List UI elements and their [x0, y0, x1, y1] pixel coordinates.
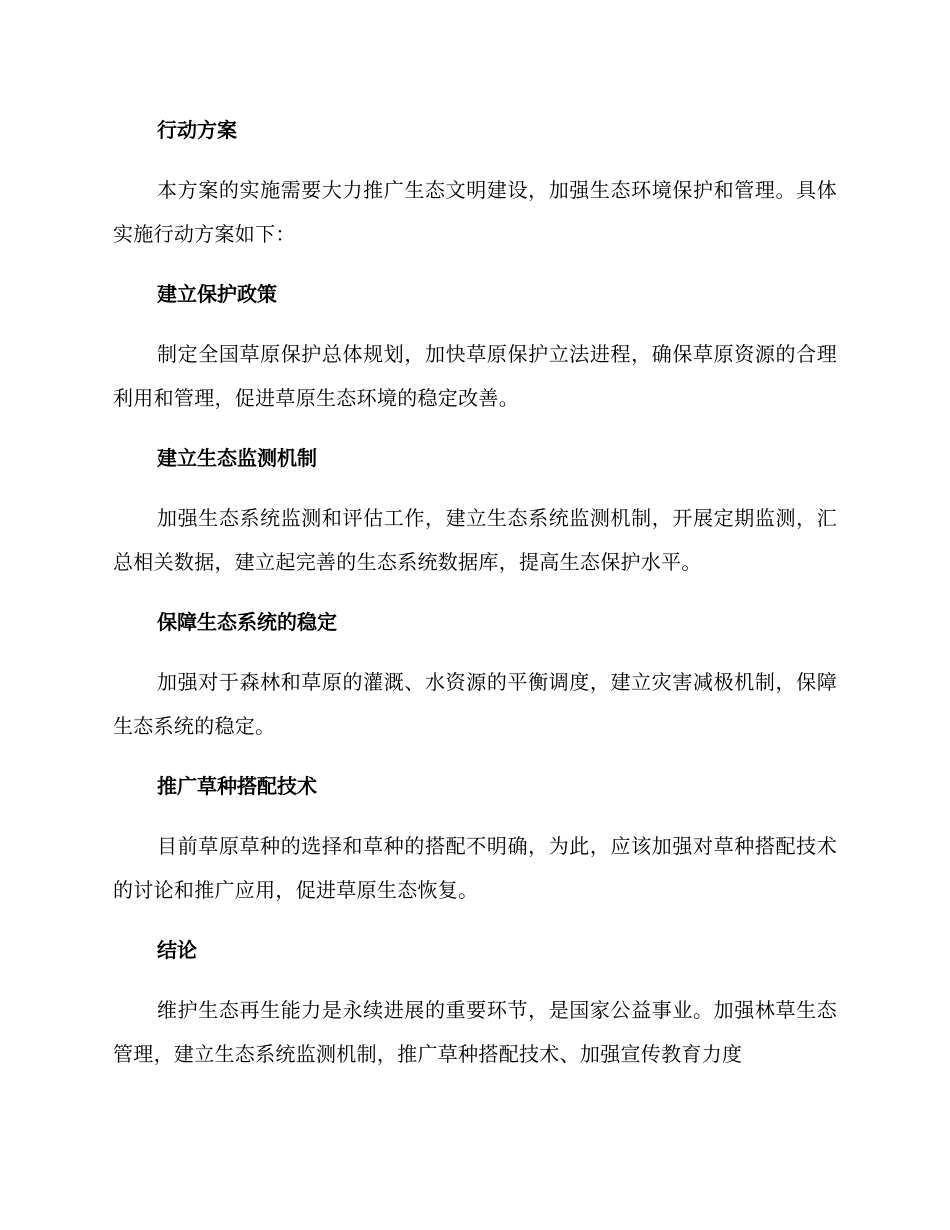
section-conclusion	[113, 928, 837, 1076]
section-protection-policy	[113, 272, 837, 420]
section-paragraph: 加强生态系统监测和评估工作，建立生态系统监测机制，开展定期监测，汇总相关数据，建立起完善的生态系统数据库，提高生态保护水平。	[113, 506, 837, 574]
document-page	[113, 108, 837, 1092]
section-heading: 推广草种搭配技术	[157, 774, 317, 798]
section-grass-species	[113, 764, 837, 912]
section-action-plan	[113, 108, 837, 256]
section-heading: 行动方案	[157, 118, 237, 142]
section-heading: 建立生态监测机制	[157, 446, 317, 470]
section-paragraph: 本方案的实施需要大力推广生态文明建设，加强生态环境保护和管理。具体实施行动方案如下：	[113, 178, 837, 246]
section-paragraph: 制定全国草原保护总体规划，加快草原保护立法进程，确保草原资源的合理利用和管理，促进草原生态环境的稳定改善。	[113, 342, 837, 410]
section-paragraph: 加强对于森林和草原的灌溉、水资源的平衡调度，建立灾害减极机制，保障生态系统的稳定。	[113, 670, 837, 738]
section-ecosystem-stability	[113, 600, 837, 748]
section-monitoring-mechanism	[113, 436, 837, 584]
section-heading: 建立保护政策	[157, 282, 277, 306]
section-paragraph: 目前草原草种的选择和草种的搭配不明确，为此，应该加强对草种搭配技术的讨论和推广应用，促进草原生态恢复。	[113, 834, 837, 902]
section-heading: 保障生态系统的稳定	[157, 610, 337, 634]
section-heading: 结论	[157, 938, 197, 962]
section-paragraph: 维护生态再生能力是永续进展的重要环节，是国家公益事业。加强林草生态管理，建立生态系统监测机制，推广草种搭配技术、加强宣传教育力度	[113, 998, 837, 1066]
